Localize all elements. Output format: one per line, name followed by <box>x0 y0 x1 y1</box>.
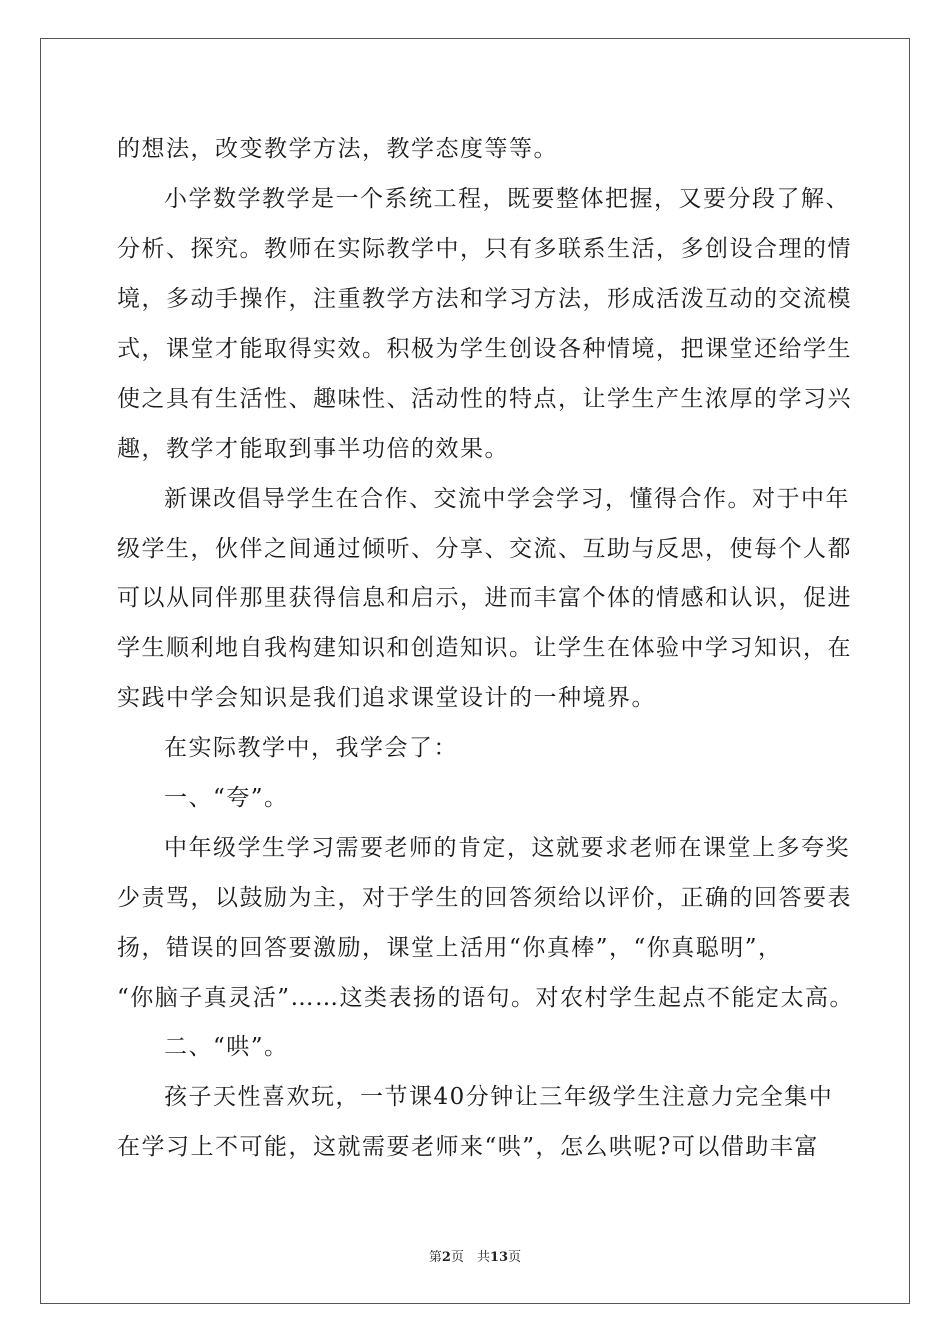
text-line: 可以从同伴那里获得信息和启示，进而丰富个体的情感和认识，促进 <box>117 585 852 611</box>
footer-suffix: 页 <box>508 1250 522 1265</box>
section-heading: 二、“哄”。 <box>164 1034 289 1060</box>
text-line: 的想法，改变教学方法，教学态度等等。 <box>117 136 558 162</box>
text-line: “你脑子真灵活”……这类表扬的语句。对农村学生起点不能定太高。 <box>117 985 855 1011</box>
current-page-number: 2 <box>441 1250 451 1265</box>
text-line: 学生顺利地自我构建知识和创造知识。让学生在体验中学习知识，在 <box>117 635 852 661</box>
text-line: 孩子天性喜欢玩，一节课40分钟让三年级学生注意力完全集中 <box>164 1084 834 1110</box>
page-border <box>40 38 910 1304</box>
text-line: 在学习上不可能，这就需要老师来“哄”，怎么哄呢?可以借助丰富 <box>117 1134 819 1160</box>
page-footer <box>0 1246 950 1265</box>
text-line: 新课改倡导学生在合作、交流中学会学习，懂得合作。对于中年 <box>164 486 850 512</box>
text-line: 境，多动手操作，注重教学方法和学习方法，形成活泼互动的交流模 <box>117 286 852 312</box>
footer-prefix: 第 <box>428 1250 442 1265</box>
text-line: 扬，错误的回答要激励，课堂上活用“你真棒”，“你真聪明”， <box>117 935 783 961</box>
text-line: 小学数学教学是一个系统工程，既要整体把握，又要分段了解、 <box>164 186 850 212</box>
section-heading: 一、“夸”。 <box>164 785 289 811</box>
footer-mid: 页 共 <box>450 1250 490 1265</box>
text-line: 级学生，伙伴之间通过倾听、分享、交流、互助与反思，使每个人都 <box>117 536 852 562</box>
text-line: 少责骂，以鼓励为主，对于学生的回答须给以评价，正确的回答要表 <box>117 885 852 911</box>
text-line: 中年级学生学习需要老师的肯定，这就要求老师在课堂上多夸奖 <box>164 835 850 861</box>
text-line: 式，课堂才能取得实效。积极为学生创设各种情境，把课堂还给学生 <box>117 336 852 362</box>
text-line: 分析、探究。教师在实际教学中，只有多联系生活，多创设合理的情 <box>117 236 852 262</box>
text-line: 在实际教学中，我学会了： <box>164 735 458 761</box>
total-page-number: 13 <box>489 1250 509 1265</box>
text-line: 趣，教学才能取到事半功倍的效果。 <box>117 436 509 462</box>
text-line: 实践中学会知识是我们追求课堂设计的一种境界。 <box>117 685 656 711</box>
text-line: 使之具有生活性、趣味性、活动性的特点，让学生产生浓厚的学习兴 <box>117 386 852 412</box>
